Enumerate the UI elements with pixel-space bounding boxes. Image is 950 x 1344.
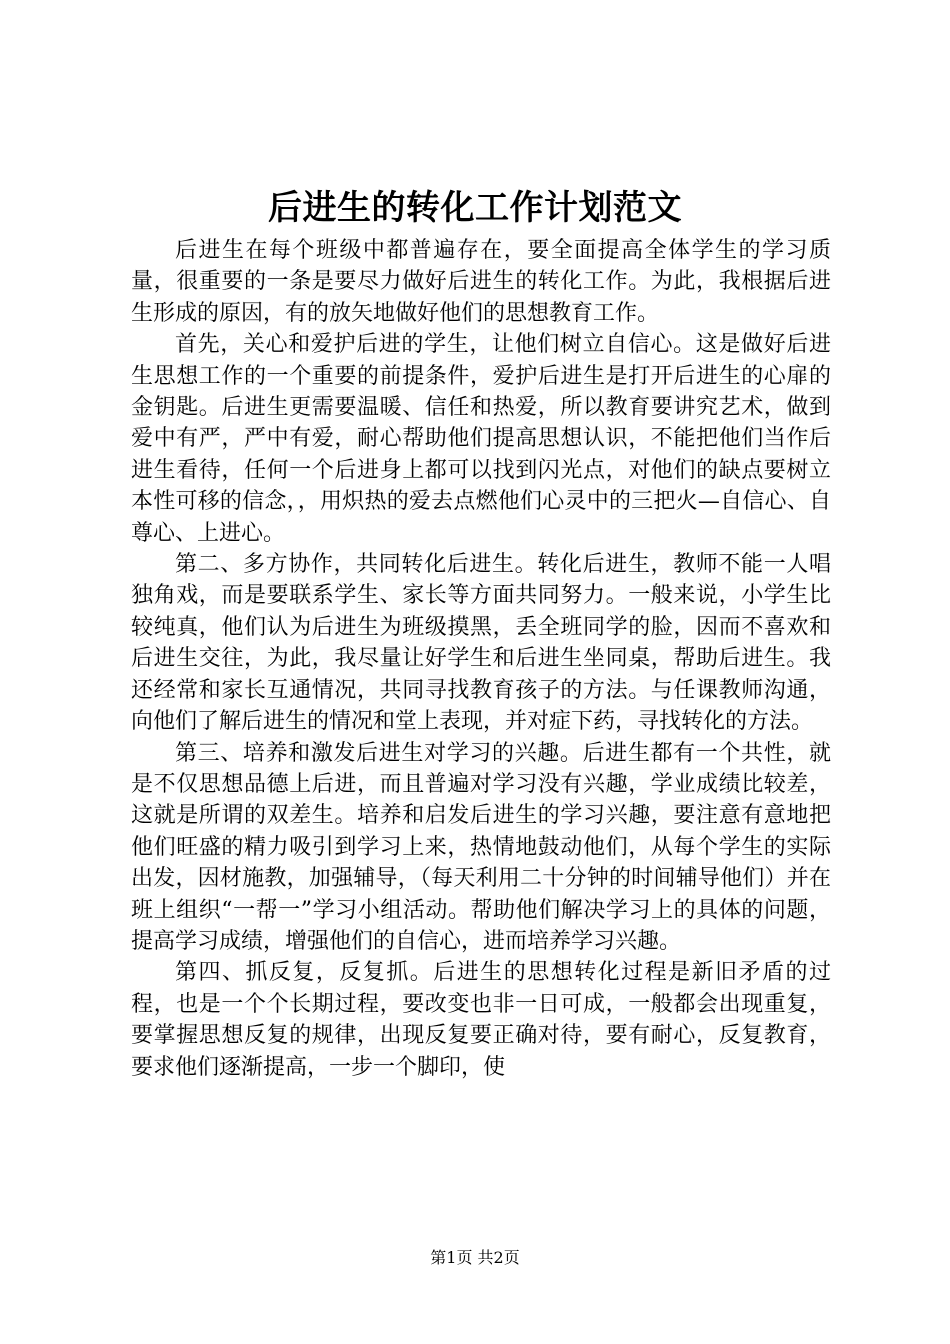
paragraph-first: 首先，关心和爱护后进的学生，让他们树立自信心。这是做好后进生思想工作的一个重要的前提条件，爱护后进生是打开后进生的心扉的金钥匙。后进生更需要温暖、信任和热爱，所以教育要讲究艺术，做到爱中有严，严中有爱，耐心帮助他们提高思想认识，不能把他们当作后进生看待，任何一个后进身上都可以找到闪光点，对他们的缺点要树立本性可移的信念，，用炽热的爱去点燃他们心灵中的三把火—自信心、自尊心、上进心。 — [131, 332, 831, 546]
paragraph-second: 第二、多方协作，共同转化后进生。转化后进生，教师不能一人唱独角戏，而是要联系学生、家长等方面共同努力。一般来说，小学生比较纯真，他们认为后进生为班级摸黑，丢全班同学的脸，因而不喜欢和后进生交往，为此，我尽量让好学生和后进生坐同桌，帮助后进生。我还经常和家长互通情况，共同寻找教育孩子的方法。与任课教师沟通，向他们了解后进生的情况和堂上表现，并对症下药，寻找转化的方法。 — [131, 552, 831, 735]
document-title: 后进生的转化工作计划范文 — [268, 188, 682, 228]
paragraph-intro: 后进生在每个班级中都普遍存在，要全面提高全体学生的学习质量，很重要的一条是要尽力做好后进生的转化工作。为此，我根据后进生形成的原因，有的放矢地做好他们的思想教育工作。 — [131, 238, 831, 326]
page-number-footer: 第1页 共2页 — [430, 1248, 520, 1267]
paragraph-third: 第三、培养和激发后进生对学习的兴趣。后进生都有一个共性，就是不仅思想品德上后进，而且普遍对学习没有兴趣，学业成绩比较差，这就是所谓的双差生。培养和启发后进生的学习兴趣，要注意有意地把他们旺盛的精力吸引到学习上来，热情地鼓动他们，从每个学生的实际出发，因材施教，加强辅导，（每天利用二十分钟的时间辅导他们）并在班上组织“一帮一”学习小组活动。帮助他们解决学习上的具体的问题，提高学习成绩，增强他们的自信心，进而培养学习兴趣。 — [131, 740, 831, 954]
document-body — [131, 235, 831, 1083]
paragraph-fourth: 第四、抓反复，反复抓。后进生的思想转化过程是新旧矛盾的过程，也是一个个长期过程，要改变也非一日可成，一般都会出现重复，要掌握思想反复的规律，出现反复要正确对待，要有耐心，反复教育，要求他们逐渐提高，一步一个脚印，使 — [131, 960, 831, 1080]
